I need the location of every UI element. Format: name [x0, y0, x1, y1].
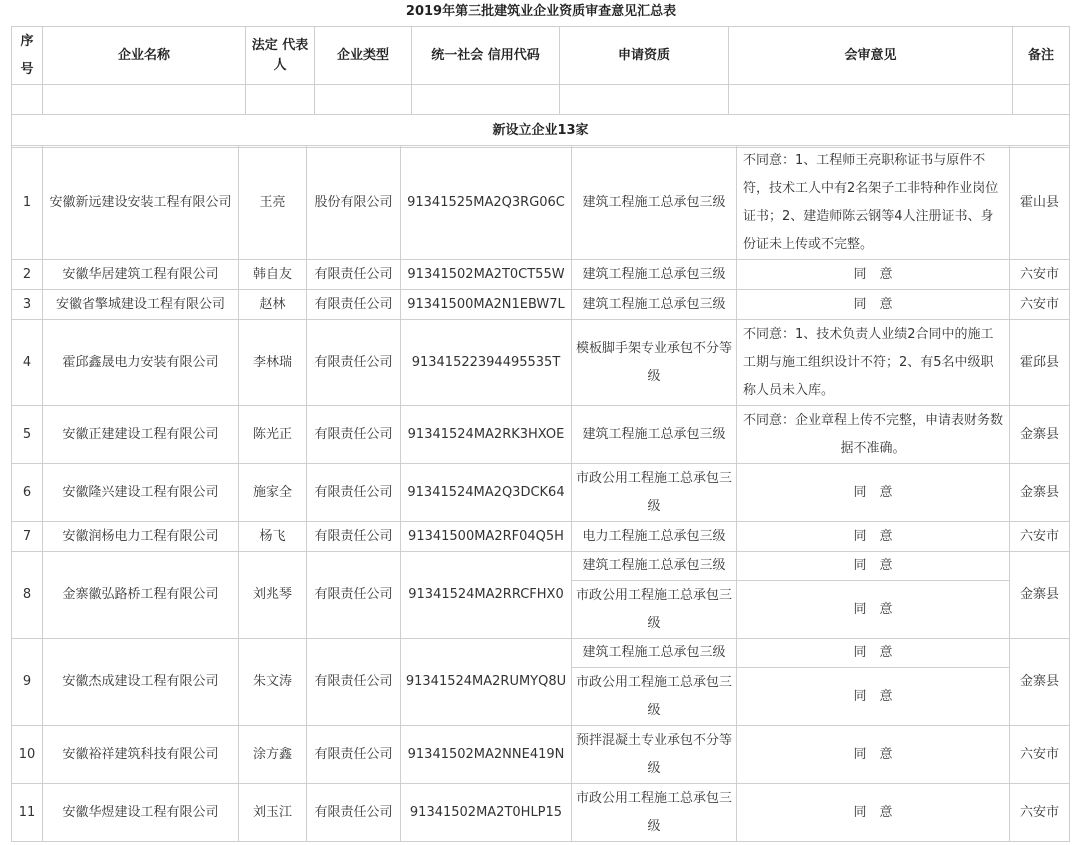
credit-code: 91341524MA2RUMYQ8U	[401, 639, 572, 726]
data-table	[11, 145, 1070, 842]
qualification: 建筑工程施工总承包三级	[572, 290, 737, 320]
header-opinion: 会审意见	[729, 27, 1013, 85]
qualification: 市政公用工程施工总承包三级	[572, 668, 737, 726]
row-seq: 1	[12, 146, 43, 260]
empty-cell	[412, 85, 560, 115]
table-row	[12, 260, 1070, 290]
review-opinion: 同 意	[737, 552, 1010, 581]
table-row	[12, 784, 1070, 842]
row-seq: 4	[12, 320, 43, 406]
legal-rep: 施家全	[239, 464, 307, 522]
row-seq: 10	[12, 726, 43, 784]
legal-rep: 杨飞	[239, 522, 307, 552]
empty-cell	[43, 85, 246, 115]
remark: 六安市	[1010, 726, 1070, 784]
row-seq: 8	[12, 552, 43, 639]
review-opinion: 同 意	[737, 639, 1010, 668]
review-opinion: 同 意	[737, 290, 1010, 320]
legal-rep: 王亮	[239, 146, 307, 260]
legal-rep: 李林瑞	[239, 320, 307, 406]
table-row	[12, 406, 1070, 464]
remark: 金寨县	[1010, 552, 1070, 639]
company-type: 有限责任公司	[307, 320, 401, 406]
header-type: 企业类型	[315, 27, 412, 85]
review-opinion: 不同意：企业章程上传不完整，申请表财务数据不准确。	[737, 406, 1010, 464]
table-row	[12, 552, 1070, 581]
qualification: 建筑工程施工总承包三级	[572, 260, 737, 290]
table-row	[12, 464, 1070, 522]
credit-code: 91341524MA2RRCFHX0	[401, 552, 572, 639]
header-legal-rep: 法定 代表人	[246, 27, 315, 85]
legal-rep: 刘兆琴	[239, 552, 307, 639]
credit-code: 91341500MA2RF04Q5H	[401, 522, 572, 552]
header-seq: 序号	[12, 27, 43, 85]
empty-cell	[729, 85, 1013, 115]
company-type: 有限责任公司	[307, 552, 401, 639]
credit-code: 91341502MA2T0HLP15	[401, 784, 572, 842]
credit-code: 91341500MA2N1EBW7L	[401, 290, 572, 320]
company-type: 有限责任公司	[307, 260, 401, 290]
review-opinion: 同 意	[737, 784, 1010, 842]
legal-rep: 涂方鑫	[239, 726, 307, 784]
company-name: 安徽正建建设工程有限公司	[43, 406, 239, 464]
company-type: 有限责任公司	[307, 639, 401, 726]
review-opinion: 同 意	[737, 668, 1010, 726]
row-seq: 11	[12, 784, 43, 842]
review-opinion: 同 意	[737, 726, 1010, 784]
company-name: 安徽华煜建设工程有限公司	[43, 784, 239, 842]
legal-rep: 赵林	[239, 290, 307, 320]
qualification: 市政公用工程施工总承包三级	[572, 464, 737, 522]
company-type: 有限责任公司	[307, 522, 401, 552]
remark: 六安市	[1010, 260, 1070, 290]
review-opinion: 同 意	[737, 260, 1010, 290]
company-type: 有限责任公司	[307, 290, 401, 320]
review-opinion: 同 意	[737, 464, 1010, 522]
company-type: 有限责任公司	[307, 464, 401, 522]
review-opinion: 不同意：1、技术负责人业绩2合同中的施工工期与施工组织设计不符；2、有5名中级职称人员未入库。	[737, 320, 1010, 406]
company-name: 安徽新远建设安装工程有限公司	[43, 146, 239, 260]
remark: 金寨县	[1010, 464, 1070, 522]
header-table	[11, 26, 1070, 148]
legal-rep: 陈光正	[239, 406, 307, 464]
row-seq: 7	[12, 522, 43, 552]
company-name: 安徽杰成建设工程有限公司	[43, 639, 239, 726]
review-opinion: 同 意	[737, 522, 1010, 552]
company-type: 股份有限公司	[307, 146, 401, 260]
qualification: 建筑工程施工总承包三级	[572, 146, 737, 260]
company-name: 安徽省擎城建设工程有限公司	[43, 290, 239, 320]
empty-cell	[1013, 85, 1070, 115]
credit-code: 91341525MA2Q3RG06C	[401, 146, 572, 260]
remark: 六安市	[1010, 522, 1070, 552]
qualification: 建筑工程施工总承包三级	[572, 552, 737, 581]
empty-cell	[560, 85, 729, 115]
company-name: 安徽华居建筑工程有限公司	[43, 260, 239, 290]
empty-cell	[246, 85, 315, 115]
qualification: 预拌混凝土专业承包不分等级	[572, 726, 737, 784]
remark: 六安市	[1010, 290, 1070, 320]
company-name: 金寨徽弘路桥工程有限公司	[43, 552, 239, 639]
qualification: 建筑工程施工总承包三级	[572, 406, 737, 464]
company-name: 安徽隆兴建设工程有限公司	[43, 464, 239, 522]
company-type: 有限责任公司	[307, 726, 401, 784]
row-seq: 5	[12, 406, 43, 464]
review-opinion: 同 意	[737, 581, 1010, 639]
legal-rep: 朱文涛	[239, 639, 307, 726]
row-seq: 9	[12, 639, 43, 726]
company-name: 安徽润杨电力工程有限公司	[43, 522, 239, 552]
table-row	[12, 290, 1070, 320]
empty-row	[12, 85, 1070, 115]
row-seq: 2	[12, 260, 43, 290]
section-label: 新设立企业13家	[12, 115, 1070, 148]
remark: 金寨县	[1010, 639, 1070, 726]
empty-cell	[315, 85, 412, 115]
legal-rep: 韩自友	[239, 260, 307, 290]
credit-code: 91341522394495535T	[401, 320, 572, 406]
remark: 霍邱县	[1010, 320, 1070, 406]
legal-rep: 刘玉江	[239, 784, 307, 842]
table-row	[12, 146, 1070, 260]
company-type: 有限责任公司	[307, 784, 401, 842]
qualification: 建筑工程施工总承包三级	[572, 639, 737, 668]
remark: 六安市	[1010, 784, 1070, 842]
qualification: 市政公用工程施工总承包三级	[572, 784, 737, 842]
credit-code: 91341524MA2Q3DCK64	[401, 464, 572, 522]
empty-cell	[12, 85, 43, 115]
table-row	[12, 726, 1070, 784]
qualification: 市政公用工程施工总承包三级	[572, 581, 737, 639]
company-name: 安徽裕祥建筑科技有限公司	[43, 726, 239, 784]
company-type: 有限责任公司	[307, 406, 401, 464]
table-row	[12, 522, 1070, 552]
review-opinion: 不同意：1、工程师王亮职称证书与原件不符，技术工人中有2名架子工非特种作业岗位证书；2、建造师陈云钢等4人注册证书、身份证未上传或不完整。	[737, 146, 1010, 260]
header-remark: 备注	[1013, 27, 1070, 85]
qualification: 电力工程施工总承包三级	[572, 522, 737, 552]
header-credit-code: 统一社会 信用代码	[412, 27, 560, 85]
header-name: 企业名称	[43, 27, 246, 85]
credit-code: 91341524MA2RK3HXOE	[401, 406, 572, 464]
header-qualification: 申请资质	[560, 27, 729, 85]
remark: 霍山县	[1010, 146, 1070, 260]
table-row	[12, 639, 1070, 668]
remark: 金寨县	[1010, 406, 1070, 464]
row-seq: 3	[12, 290, 43, 320]
credit-code: 91341502MA2NNE419N	[401, 726, 572, 784]
qualification: 模板脚手架专业承包不分等级	[572, 320, 737, 406]
table-title: 2019年第三批建筑业企业资质审查意见汇总表	[405, 4, 677, 19]
company-name: 霍邱鑫晟电力安装有限公司	[43, 320, 239, 406]
table-row	[12, 320, 1070, 406]
row-seq: 6	[12, 464, 43, 522]
credit-code: 91341502MA2T0CT55W	[401, 260, 572, 290]
